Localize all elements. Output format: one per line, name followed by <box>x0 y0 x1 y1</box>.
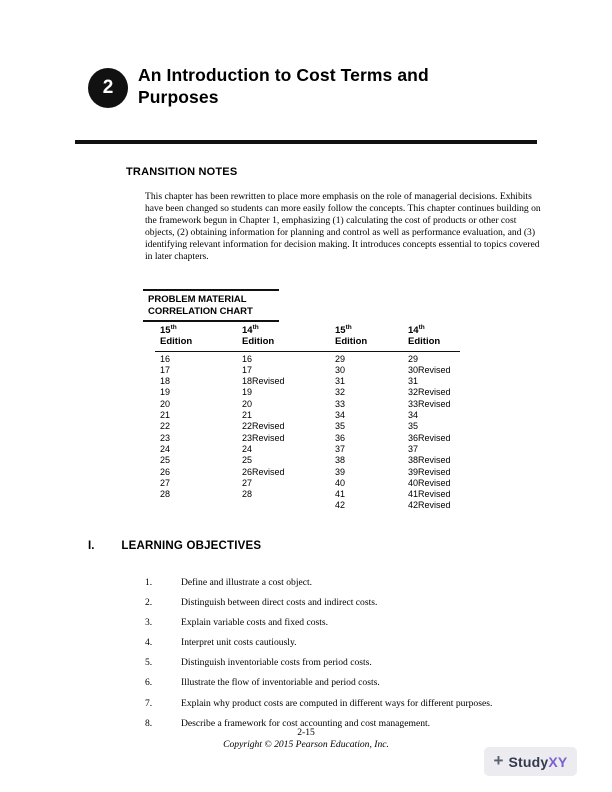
list-item-text: Define and illustrate a cost object. <box>181 577 313 588</box>
cell-14th-right: 35 <box>408 421 419 432</box>
cell-14th-right: 39Revised <box>408 466 451 477</box>
copyright-line: Copyright © 2015 Pearson Education, Inc. <box>223 738 389 750</box>
cell-15th-left: 17 <box>160 364 171 375</box>
list-item-text: Explain why product costs are computed in different ways for different purposes. <box>181 697 493 709</box>
section-numeral: I. <box>88 540 95 552</box>
cell-15th-left: 27 <box>160 477 171 488</box>
learning-objectives-list <box>145 577 555 738</box>
cell-15th-right: 33 <box>335 398 346 409</box>
cell-14th-right: 42Revised <box>408 500 451 511</box>
cell-14th-right: 31 <box>408 376 419 387</box>
list-item-number: 5. <box>145 657 153 669</box>
table-row <box>155 387 460 398</box>
cell-14th-left: 26Revised <box>242 466 285 477</box>
table-row <box>155 467 460 478</box>
cell-15th-left: 26 <box>160 466 171 477</box>
cell-15th-left: 25 <box>160 455 171 466</box>
cell-15th-right: 42 <box>335 500 346 511</box>
cell-14th-left <box>242 500 335 511</box>
cell-14th-left: 23Revised <box>242 432 285 443</box>
list-item-number: 3. <box>145 617 153 629</box>
table-row <box>155 478 460 489</box>
cell-14th-right: 32Revised <box>408 387 451 398</box>
cell-15th-right: 35 <box>335 421 346 432</box>
cell-14th-left: 27 <box>242 477 253 488</box>
logo-text <box>508 754 567 770</box>
cell-14th-left: 19 <box>242 387 253 398</box>
correlation-chart-title <box>143 289 279 322</box>
list-item <box>145 657 555 669</box>
correlation-table-header-row <box>155 324 460 352</box>
list-item-number: 8. <box>145 717 153 729</box>
cell-15th-left <box>160 500 242 511</box>
chapter-header <box>88 64 478 109</box>
cell-14th-left: 20 <box>242 398 253 409</box>
list-item-text: Describe a framework for cost accounting and cost management. <box>181 717 431 729</box>
chapter-number-badge <box>88 68 128 108</box>
cell-15th-right: 39 <box>335 466 346 477</box>
cell-15th-right: 34 <box>335 410 346 421</box>
cell-15th-right: 29 <box>335 353 346 364</box>
plus-icon: + <box>493 751 504 770</box>
cell-14th-right: 40Revised <box>408 477 451 488</box>
list-item <box>145 698 555 710</box>
table-column-header: 14th Edition <box>408 324 441 348</box>
cell-14th-right: 41Revised <box>408 489 451 500</box>
studyxy-logo <box>484 747 577 776</box>
list-item <box>145 577 555 589</box>
table-row <box>155 376 460 387</box>
table-row <box>155 444 460 455</box>
learning-objectives-heading: LEARNING OBJECTIVES <box>121 540 262 552</box>
chapter-title: An Introduction to Cost Terms and Purposes <box>138 65 429 108</box>
table-row <box>155 365 460 376</box>
cell-15th-left: 23 <box>160 432 171 443</box>
cell-15th-right: 32 <box>335 387 346 398</box>
list-item-number: 7. <box>145 697 153 709</box>
learning-objectives-heading-row <box>88 540 261 552</box>
cell-15th-right: 40 <box>335 477 346 488</box>
cell-14th-left: 25 <box>242 455 253 466</box>
cell-14th-left: 17 <box>242 364 253 375</box>
table-row <box>155 421 460 432</box>
correlation-table-body <box>155 352 460 512</box>
correlation-chart-title-line1: PROBLEM MATERIAL <box>148 294 247 305</box>
list-item <box>145 597 555 609</box>
list-item-text: Illustrate the flow of inventoriable and period costs. <box>181 677 380 689</box>
cell-14th-left: 24 <box>242 443 253 454</box>
cell-15th-left: 19 <box>160 387 171 398</box>
cell-14th-right: 33Revised <box>408 398 451 409</box>
list-item-number: 4. <box>145 637 153 649</box>
list-item-text: Distinguish inventoriable costs from period costs. <box>181 657 372 669</box>
cell-14th-left: 16 <box>242 353 253 364</box>
table-row <box>155 455 460 466</box>
list-item-text: Distinguish between direct costs and indirect costs. <box>181 597 378 609</box>
cell-15th-right: 41 <box>335 489 346 500</box>
cell-15th-left: 21 <box>160 410 171 421</box>
page-number: 2-15 <box>297 727 315 738</box>
cell-15th-left: 22 <box>160 421 171 432</box>
cell-15th-left: 24 <box>160 443 171 454</box>
cell-14th-left: 21 <box>242 410 253 421</box>
list-item <box>145 637 555 649</box>
cell-14th-right: 30Revised <box>408 364 451 375</box>
table-row <box>155 500 460 511</box>
logo-text-primary: Study <box>508 753 549 770</box>
cell-14th-right: 38Revised <box>408 455 451 466</box>
cell-14th-left: 22Revised <box>242 421 285 432</box>
list-item <box>145 617 555 629</box>
cell-15th-left: 16 <box>160 353 171 364</box>
list-item-text: Explain variable costs and fixed costs. <box>181 617 329 629</box>
cell-15th-right: 36 <box>335 432 346 443</box>
table-column-header: 15th Edition <box>160 324 193 348</box>
list-item-text: Interpret unit costs cautiously. <box>181 637 297 649</box>
logo-text-accent: XY <box>548 753 568 770</box>
correlation-chart-title-line2: CORRELATION CHART <box>148 305 253 317</box>
list-item-number: 6. <box>145 677 153 689</box>
cell-14th-left: 28 <box>242 489 253 500</box>
cell-15th-right: 37 <box>335 443 346 454</box>
table-row <box>155 410 460 421</box>
correlation-table <box>155 324 460 512</box>
transition-notes-heading: TRANSITION NOTES <box>126 166 238 178</box>
list-item-number: 1. <box>145 577 153 588</box>
list-item-number: 2. <box>145 597 153 609</box>
table-row <box>155 489 460 500</box>
cell-15th-left: 28 <box>160 489 171 500</box>
cell-14th-right: 36Revised <box>408 432 451 443</box>
cell-15th-right: 31 <box>335 376 346 387</box>
cell-15th-right: 30 <box>335 364 346 375</box>
cell-15th-left: 20 <box>160 398 171 409</box>
table-column-header: 15th Edition <box>335 324 368 348</box>
list-item <box>145 677 555 689</box>
table-row <box>155 354 460 365</box>
header-rule <box>75 140 537 144</box>
table-row <box>155 433 460 444</box>
transition-notes-paragraph: This chapter has been rewritten to place more emphasis on the role of managerial decisions. Exhibits have been changed so students can more easily follow the concepts. This chapter continues building on the framework begun in Chapter 1, emphasizing (1) calculating the cost of products or other cost objects, (2) obtaining information for planning and control as well as performance evaluation, and (3) identifying relevant information for decision making. It introduces concepts essential to topics covered in later chapters. <box>145 191 541 263</box>
cell-14th-right: 29 <box>408 353 419 364</box>
cell-15th-left: 18 <box>160 376 171 387</box>
cell-14th-right: 37 <box>408 443 419 454</box>
table-row <box>155 399 460 410</box>
chapter-number: 2 <box>102 77 114 98</box>
table-column-header: 14th Edition <box>242 324 275 348</box>
cell-15th-right: 38 <box>335 455 346 466</box>
cell-14th-left: 18Revised <box>242 376 285 387</box>
cell-14th-right: 34 <box>408 410 419 421</box>
